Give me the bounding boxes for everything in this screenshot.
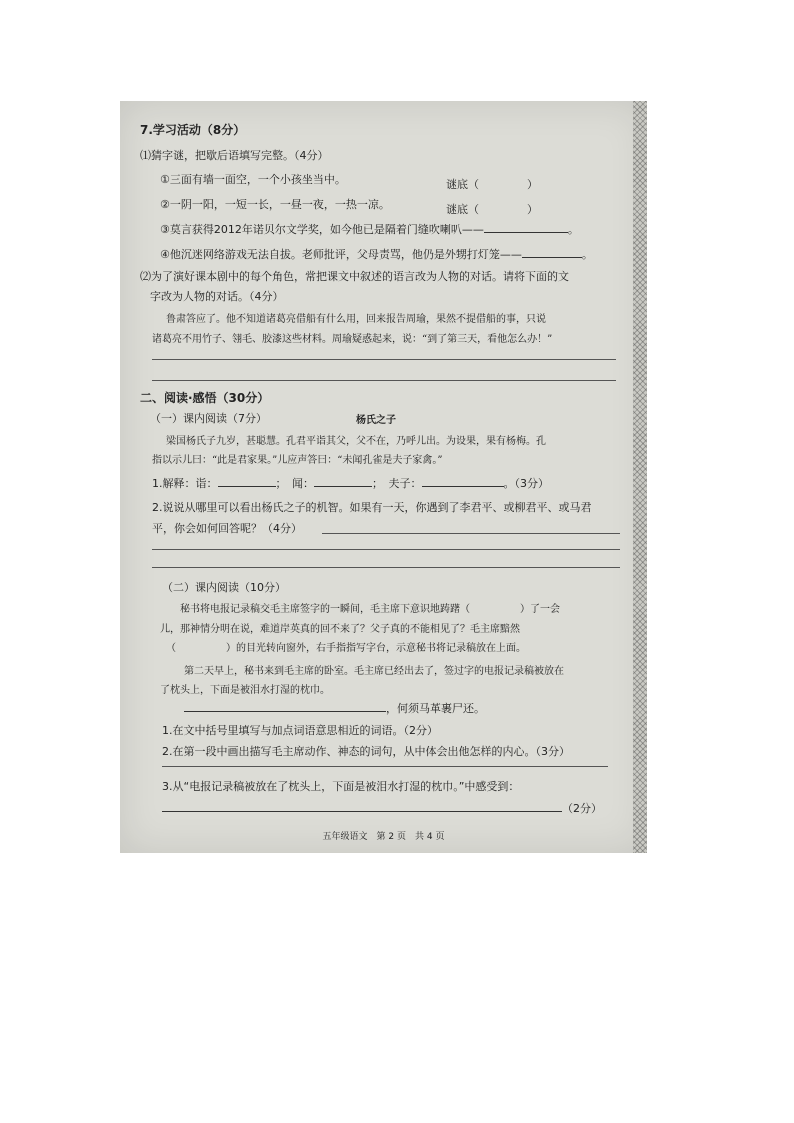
q1-blank-yi[interactable] (218, 476, 276, 487)
q1-sep1: ； 闻： (275, 477, 314, 490)
reading-title: 二、阅读·感悟（30分） (140, 391, 270, 405)
q3-blank[interactable] (162, 801, 562, 812)
exam-page (120, 101, 647, 853)
part2-q3-answer (162, 800, 602, 816)
saying-4-blank[interactable] (522, 247, 582, 258)
poem-quote (184, 700, 485, 716)
riddle-1: ①三面有墙一面空，一个小孩坐当中。 (160, 173, 346, 186)
passage-text-4: 第二天早上，秘书来到毛主席的卧室。毛主席已经出去了，签过字的电报记录稿被放在 (184, 666, 564, 677)
saying-3: ③莫言获得2012年诺贝尔文学奖，如今他已是隔着门缝吹喇叭—— 。 (160, 223, 579, 236)
poem-end: ，何须马革裹尸还。 (386, 702, 485, 715)
classical-text-2: 指以示儿曰：“此是君家果。”儿应声答曰：“未闻孔雀是夫子家禽。” (152, 455, 443, 466)
passage-text-3: （ ）的目光转向窗外，右手指指写字台，示意秘书将记录稿放在上面。 (166, 643, 526, 654)
answer-line[interactable] (152, 380, 616, 381)
q1-explain (152, 475, 549, 491)
q3-score: （2分） (562, 802, 602, 815)
answer-line[interactable] (152, 359, 616, 360)
q7-passage-2: 诸葛亮不用竹子、翎毛、胶漆这些材料。周瑜疑惑起来，说：“到了第三天，看他怎么办！” (152, 334, 553, 345)
riddle-2-answer (446, 201, 538, 217)
q1-blank-fuzi[interactable] (422, 476, 504, 487)
saying-3-blank[interactable] (484, 222, 568, 233)
part2-q1: 1.在文中括号里填写与加点词语意思相近的词语。（2分） (162, 724, 438, 737)
q1-end: 。（3分） (503, 477, 549, 490)
passage-text-2: 儿，那神情分明在说，难道岸英真的回不来了？父子真的不能相见了？毛主席黯然 (160, 624, 520, 635)
q7-passage-1: 鲁肃答应了。他不知道诸葛亮借船有什么用，回来报告周瑜，果然不提借船的事，只说 (166, 314, 546, 325)
poem-blank[interactable] (184, 701, 386, 712)
answer-line[interactable] (152, 567, 620, 568)
q7-part1-heading: ⑴猜字谜，把歇后语填写完整。（4分） (140, 149, 329, 162)
q7-title: 7.学习活动（8分） (140, 123, 246, 137)
riddle-close: ） (527, 203, 538, 216)
saying-3-text: ③莫言获得2012年诺贝尔文学奖，如今他已是隔着门缝吹喇叭—— (160, 223, 484, 236)
classical-text-1: 梁国杨氏子九岁，甚聪慧。孔君平诣其父，父不在，乃呼儿出。为设果，果有杨梅。孔 (166, 436, 546, 447)
q1-label: 1.解释：诣： (152, 477, 218, 490)
saying-4: ④他沉迷网络游戏无法自拔。老师批评，父母责骂，他仍是外甥打灯笼—— 。 (160, 248, 593, 261)
riddle-close: ） (527, 178, 538, 191)
riddle-2: ②一阴一阳，一短一长，一昼一夜，一热一凉。 (160, 198, 390, 211)
riddle-1-answer (446, 176, 538, 192)
passage-text-5: 了枕头上，下面是被泪水打湿的枕巾。 (160, 685, 330, 696)
reading-part2-label: （二）课内阅读（10分） (162, 581, 286, 594)
q7-part2-heading-2: 字改为人物的对话。（4分） (150, 290, 284, 303)
part2-q2: 2.在第一段中画出描写毛主席动作、神态的词句，从中体会出他怎样的内心。（3分） (162, 745, 570, 758)
q7-part2-heading-1: ⑵为了演好课本剧中的每个角色，常把课文中叙述的语言改为人物的对话。请将下面的文 (140, 270, 569, 283)
passage-text-1: 秘书将电报记录稿交毛主席签字的一瞬间，毛主席下意识地踌躇（ ）了一会 (180, 604, 560, 615)
article-title: 杨氏之子 (356, 415, 396, 426)
q1-sep2: ； 夫子： (372, 477, 422, 490)
q2-line-1: 2.说说从哪里可以看出杨氏之子的机智。如果有一天，你遇到了李君平、或柳君平、或马君 (152, 501, 592, 514)
reading-part1-label: （一）课内阅读（7分） (150, 412, 267, 425)
answer-line[interactable] (162, 766, 608, 767)
q2-line-2: 平，你会如何回答呢？（4分） (152, 522, 302, 535)
saying-4-text: ④他沉迷网络游戏无法自拔。老师批评，父母责骂，他仍是外甥打灯笼—— (160, 248, 522, 261)
riddle-label: 谜底（ (446, 178, 479, 191)
part2-q3: 3.从“电报记录稿被放在了枕头上，下面是被泪水打湿的枕巾。”中感受到： (162, 780, 520, 793)
q1-blank-wen[interactable] (314, 476, 372, 487)
answer-line[interactable] (322, 533, 620, 534)
riddle-label: 谜底（ (446, 203, 479, 216)
page-footer: 五年级语文 第 2 页 共 4 页 (322, 832, 445, 842)
page-edge-pattern (633, 101, 647, 853)
answer-line[interactable] (152, 549, 620, 550)
